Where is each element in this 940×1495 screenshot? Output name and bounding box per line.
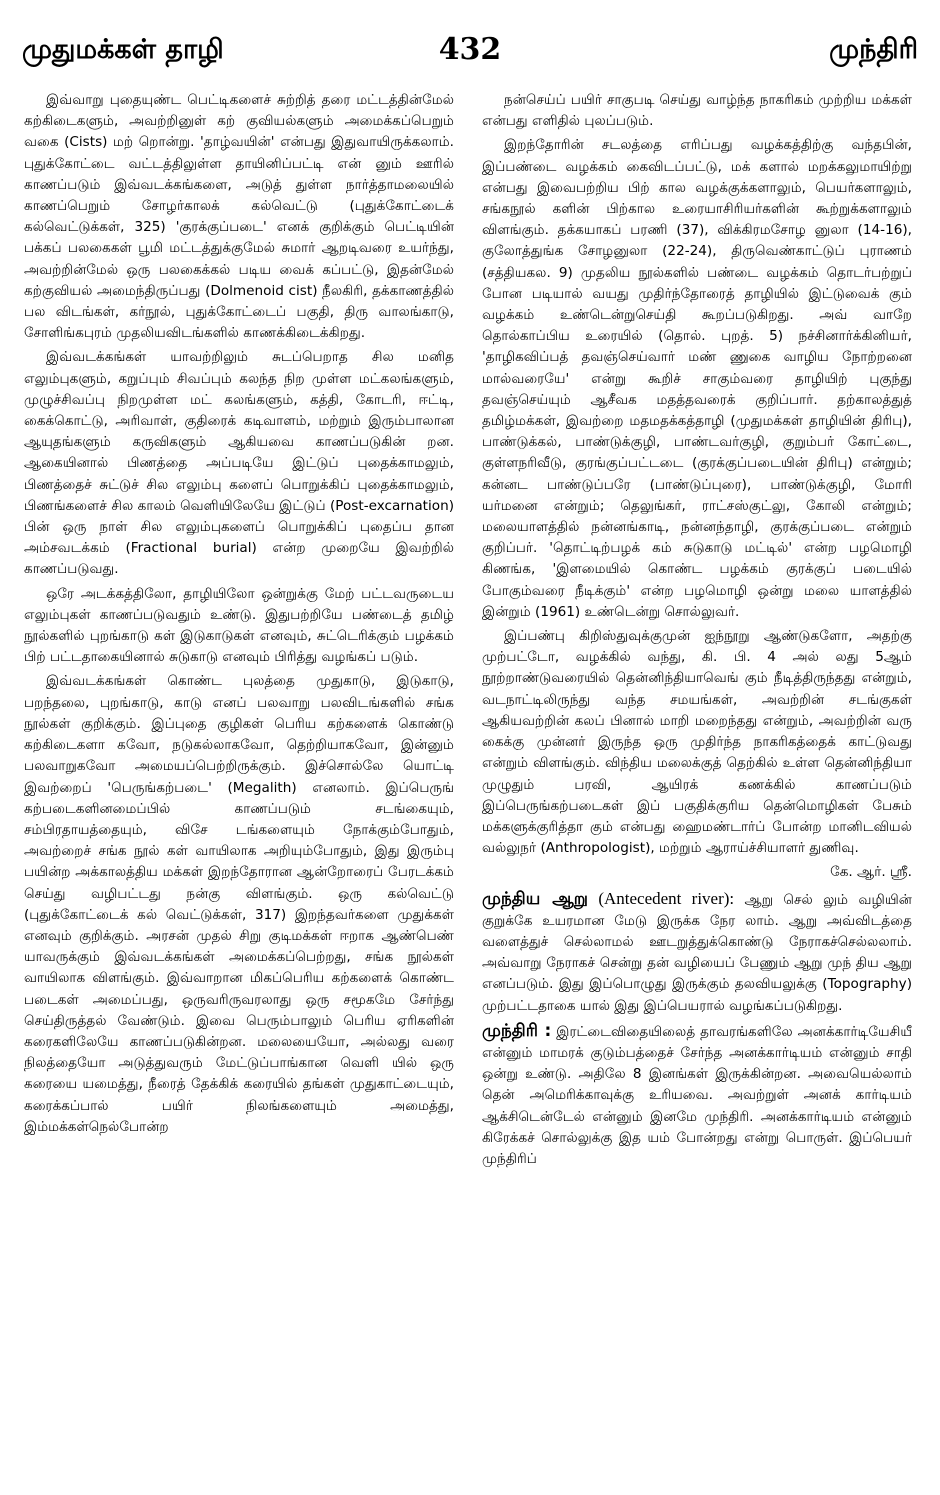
entry-cashew	[482, 1021, 912, 1170]
paragraph: இப்பண்பு கிறிஸ்துவுக்குமுன் ஐந்நூறு ஆண்டுகளோ, அதற்கு முற்பட்டோ, வழக்கில் வந்து, கி. பி. 4 அல் லது 5ஆம் நூற்றாண்டுவரையில் தென்னிந்தியாவெங் கும் நீடித்திருந்தது என்றும், வடநாட்டிலிருந்து வந்த சமயங்கள், அவற்றின் சடங்குகள் ஆகியவற்றின் கலப் பினால் மாறி மறைந்தது என்றும், அவற்றின் வரு கைக்கு முன்னர் இருந்த ஒரு முதிர்ந்த நாகரிகத்தைக் காட்டுவது என்றும் விளங்கும். விந்திய மலைக்குத் தெற்கில் உள்ள தென்னிந்தியா முழுதும் பரவி, ஆயிரக் கணக்கில் காணப்படும் இப்பெருங்கற்படைகள் இப் பகுதிக்குரிய தென்மொழிகள் பேசும் மக்களுக்குரித்தா கும் என்பது ஹைமண்டார்ப் போன்ற மானிடவியல் வல்லுநர் (Anthropologist), மற்றும் ஆராய்ச்சியாளர் துணிவு.	[482, 628, 912, 857]
paragraph: நன்செய்ப் பயிர் சாகுபடி செய்து வாழ்ந்த நாகரிகம் முற்றிய மக்கள் என்பது எளிதில் புலப்படும்.	[482, 92, 912, 130]
entry-headword: முந்திரி :	[482, 1020, 552, 1041]
right-column	[482, 90, 912, 1475]
entry-body: இரட்டைவிதையிலைத் தாவரங்களிலே அனக்கார்டியேசியீ என்னும் மாமரக் குடும்பத்தைச் சேர்ந்த அனக்கார்டியம் என்னும் சாதி ஒன்று உண்டு. அதிலே 8 இனங்கள் இருக்கின்றன. அவையெல்லாம் தென் அமெரிக்காவுக்கு உரியவை. அவற்றுள் அனக் கார்டியம் ஆக்சிடென்டேல் என்னும் இனமே முந்திரி. அனக்கார்டியம் என்னும் கிரேக்கச் சொல்லுக்கு இத யம் போன்றது என்று பொருள். இப்பெயர் முந்திரிப்	[482, 1023, 912, 1167]
author-signature	[482, 862, 912, 883]
signature-initials: கே. ஆர். ஸ்ரீ.	[830, 864, 912, 881]
entry-body: ஆறு செல் லும் வழியின் குறுக்கே உயரமான மேடு இருக்க நேர லாம். ஆறு அவ்விடத்தை வளைத்துச் செல்லாமல் ஊடறுத்துக்கொண்டு நேராகச்செல்லலாம். அவ்வாறு நேராகச் சென்று தன் வழியைப் பேணும் ஆறு முந் திய ஆறு எனப்படும். இது இப்பொழுது இருக்கும் தலவியலுக்கு (Topography) முற்பட்டதாகை யால் இது இப்பெயரால் வழங்கப்படுகிறது.	[482, 891, 912, 1014]
paragraph: இறந்தோரின் சடலத்தை எரிப்பது வழக்கத்திற்கு வந்தபின், இப்பண்டை வழக்கம் கைவிடப்பட்டு, மக் களால் மறக்கலுமாயிற்று என்பது இவைபற்றிய பிற் கால வழக்குக்களாலும், பெயர்களாலும், சங்கநூல் களின் பிற்கால உரையாசிரியர்களின் கூற்றுக்களாலும் விளங்கும். தக்கயாகப் பரணி (37), விக்கிரமசோழ னுலா (14-16), குலோத்துங்க சோழனுலா (22-24), திருவெண்காட்டுப் புராணம் (சத்தியகல. 9) முதலிய நூல்களில் பண்டை வழக்கம் தொடர்பற்றுப் போன படியால் வயது முதிர்ந்தோரைத் தாழியில் இட்டுவைக் கும் வழக்கம் உண்டென்றுசெய்தி கூறப்படுகிறது. அவ் வாறே தொல்காப்பிய உரையில் (தொல். புறத். 5) நச்சினார்க்கினியர், 'தாழிகவிப்பத் தவஞ்செய்வார் மண் ணுகை வாழிய நோற்றனை மால்வரையே' என்று கூறிச் சாகும்வரை தாழியிற் புகுந்து தவஞ்செய்யும் ஆசீவக மதத்தவரைக் குறிப்பார். தற்காலத்துத் தமிழ்மக்கள், இவற்றை மதமதக்கத்தாழி (முதுமக்கள் தாழியின் திரிபு), பாண்டுக்கல், பாண்டுக்குழி, பாண்டவர்குழி, குறும்பர் கோட்டை, குள்ளநரிவீடு, குரங்குப்பட்டடை (குரக்குப்படையின் திரிபு) என்றும்; கன்னட பாண்டுப்பரே (பாண்டுப்புரை), பாண்டுக்குழி, மோரி யர்மனை என்றும்; தெலுங்கர், ராட்சஸ்குட்லு, கோலி என்றும்; மலையாளத்தில் நன்னங்காடி, நன்னந்தாழி, குரக்குப்படை என்றும் குறிப்பர். 'தொட்டிற்பழக் கம் சுடுகாடு மட்டில்' என்ற பழமொழி கிணங்க, 'இளமையில் கொண்ட பழக்கம் குரக்குப் படையில் போகும்வரை நீடிக்கும்' என்ற பழமொழி ஒன்று மலை யாளத்தில் இன்றும் (1961) உண்டென்று சொல்லுவர்.	[482, 137, 912, 620]
page-number: 432	[438, 32, 502, 67]
paragraph: ஒரே அடக்கத்திலோ, தாழியிலோ ஒன்றுக்கு மேற் பட்டவருடைய எலும்புகள் காணப்படுவதும் உண்டு. இதுபற்றியே பண்டைத் தமிழ் நூல்களில் புறங்காடு கள் இடுகாடுகள் எனவும், சுட்டெரிக்கும் பழக்கம் பிற் பட்டதாகையினால் சுடுகாடு எனவும் பிரித்து வழங்கப் படும்.	[24, 585, 454, 666]
right-running-title: முந்திரி	[829, 34, 918, 65]
paragraph: இவ்வடக்கங்கள் யாவற்றிலும் சுடப்பெறாத சில மனித எலும்புகளும், கறுப்பும் சிவப்பும் கலந்த நிற முள்ள மட்கலங்களும், முழுச்சிவப்பு நிறமுள்ள மட் கலங்களும், கத்தி, கோடரி, ஈட்டி, கைக்கொட்டு, அரிவாள், குதிரைக் கடிவாளம், மற்றும் இரும்பாலான ஆயுதங்களும் கருவிகளும் ஆகியவை காணப்படுகின் றன. ஆகையினால் பிணத்தை அப்படியே இட்டுப் புதைக்காமலும், பிணத்தைச் சுட்டுச் சில எலும்பு களைப் பொறுக்கிப் புதைக்காமலும், பிணங்களைச் சில காலம் வெளியிலேயே இட்டுப் (Post-excarnation) பின் ஒரு நாள் சில எலும்புகளைப் பொறுக்கிப் புதைப்ப தான அம்சவடக்கம் (Fractional burial) என்ற முறையே இவற்றில் காணப்படுவது.	[24, 349, 454, 578]
left-running-title: முதுமக்கள் தாழி	[22, 34, 224, 65]
entry-headword: முந்திய ஆறு	[482, 888, 588, 909]
entry-english-term: (Antecedent river):	[598, 888, 735, 908]
entry-antecedent-river	[482, 888, 912, 1017]
left-column	[24, 90, 454, 1475]
paragraph: இவ்வாறு புதையுண்ட பெட்டிகளைச் சுற்றித் தரை மட்டத்தின்மேல் கற்கிடைகளும், அவற்றினுள் கற் குவியல்களும் அமைக்கப்பெறும் வகை (Cists) மற் றொன்று. 'தாழ்வயின்' என்பது இதுவாயிருக்கலாம். புதுக்கோட்டை வட்டத்திலுள்ள தாயினிப்பட்டி என் னும் ஊரில் காணப்படும் இவ்வடக்கங்களை, அடுத் துள்ள நார்த்தாமலையில் காணப்பெறும் சோழர்காலக் கல்வெட்டு (புதுக்கோட்டைக் கல்வெட்டுக்கள், 325) 'குரக்குப்படை' எனக் குறிக்கும் பெட்டியின் பக்கப் பலகைகள் பூமி மட்டத்துக்குமேல் சுமார் ஆறடிவரை உயர்ந்து, அவற்றின்மேல் ஒரு பலகைக்கல் படிய வைக் கப்பட்டு, இதன்மேல் கற்குவியல் அமைந்திருப்பது (Dolmenoid cist) நீலகிரி, தக்காணத்தில் பல விடங்கள், கர்நூல், புதுக்கோட்டைப் பகுதி, திரு வாலங்காடு, சோளிங்கபுரம் முதலியவிடங்களில் காணக்கிடைக்கிறது.	[24, 92, 454, 342]
page-header	[22, 28, 918, 74]
paragraph: இவ்வடக்கங்கள் கொண்ட புலத்தை முதுகாடு, இடுகாடு, பறந்தலை, புறங்காடு, காடு எனப் பலவாறு பலவிடங்களில் சங்க நூல்கள் குறிக்கும். இப்புதை குழிகள் பெரிய கற்களைக் கொண்டு கற்கிடைகளா கவோ, நடுகல்லாகவோ, தெற்றியாகவோ, இன்னும் பலவாறுகவோ அமையப்பெற்றிருக்கும். இச்சொல்லே யொட்டி இவற்றைப் 'பெருங்கற்படை' (Megalith) எனலாம். இப்பெருங் கற்படைகளினமைப்பில் காணப்படும் சடங்கையும், சம்பிரதாயத்தையும், விசே டங்களையும் நோக்கும்போதும், அவற்றைச் சங்க நூல் கள் வாயிலாக அறியும்போதும், இது இரும்பு பயின்ற அக்காலத்திய மக்கள் இறந்தோரான ஆன்றோரைப் பேரடக்கம் செய்து வழிபட்டது நன்கு விளங்கும். ஒரு கல்வெட்டு (புதுக்கோட்டைக் கல் வெட்டுக்கள், 317) இறந்தவர்களை முதுக்கள் எனவும் குறிக்கும். அரசன் முதல் சிறு குடிமக்கள் ஈறாக ஆண்பெண் யாவருக்கும் இவ்வடக்கங்கள் அமைக்கப்பெற்றது, சங்க நூல்கள் வாயிலாக விளங்கும். இவ்வாறான மிகப்பெரிய கற்களைக் கொண்ட படைகள் அமைப்பது, ஒருவரிருவரலாது ஒரு சமூகமே சேர்ந்து செய்திருத்தல் வேண்டும். இவை பெரும்பாலும் பெரிய ஏரிகளின் கரைகளிலேயே காணப்படுகின்றன. மலையையோ, அல்லது வரை நிலத்தையோ அடுத்துவரும் மேட்டுப்பாங்கான வெளி யில் ஒரு கரையை யமைத்து, நீரைத் தேக்கிக் கரையில் தங்கள் முதுகாட்டையும், கரைக்கப்பால் பயிர் நிலங்களையும் அமைத்து, இம்மக்கள்நெல்போன்ற	[24, 673, 454, 1135]
